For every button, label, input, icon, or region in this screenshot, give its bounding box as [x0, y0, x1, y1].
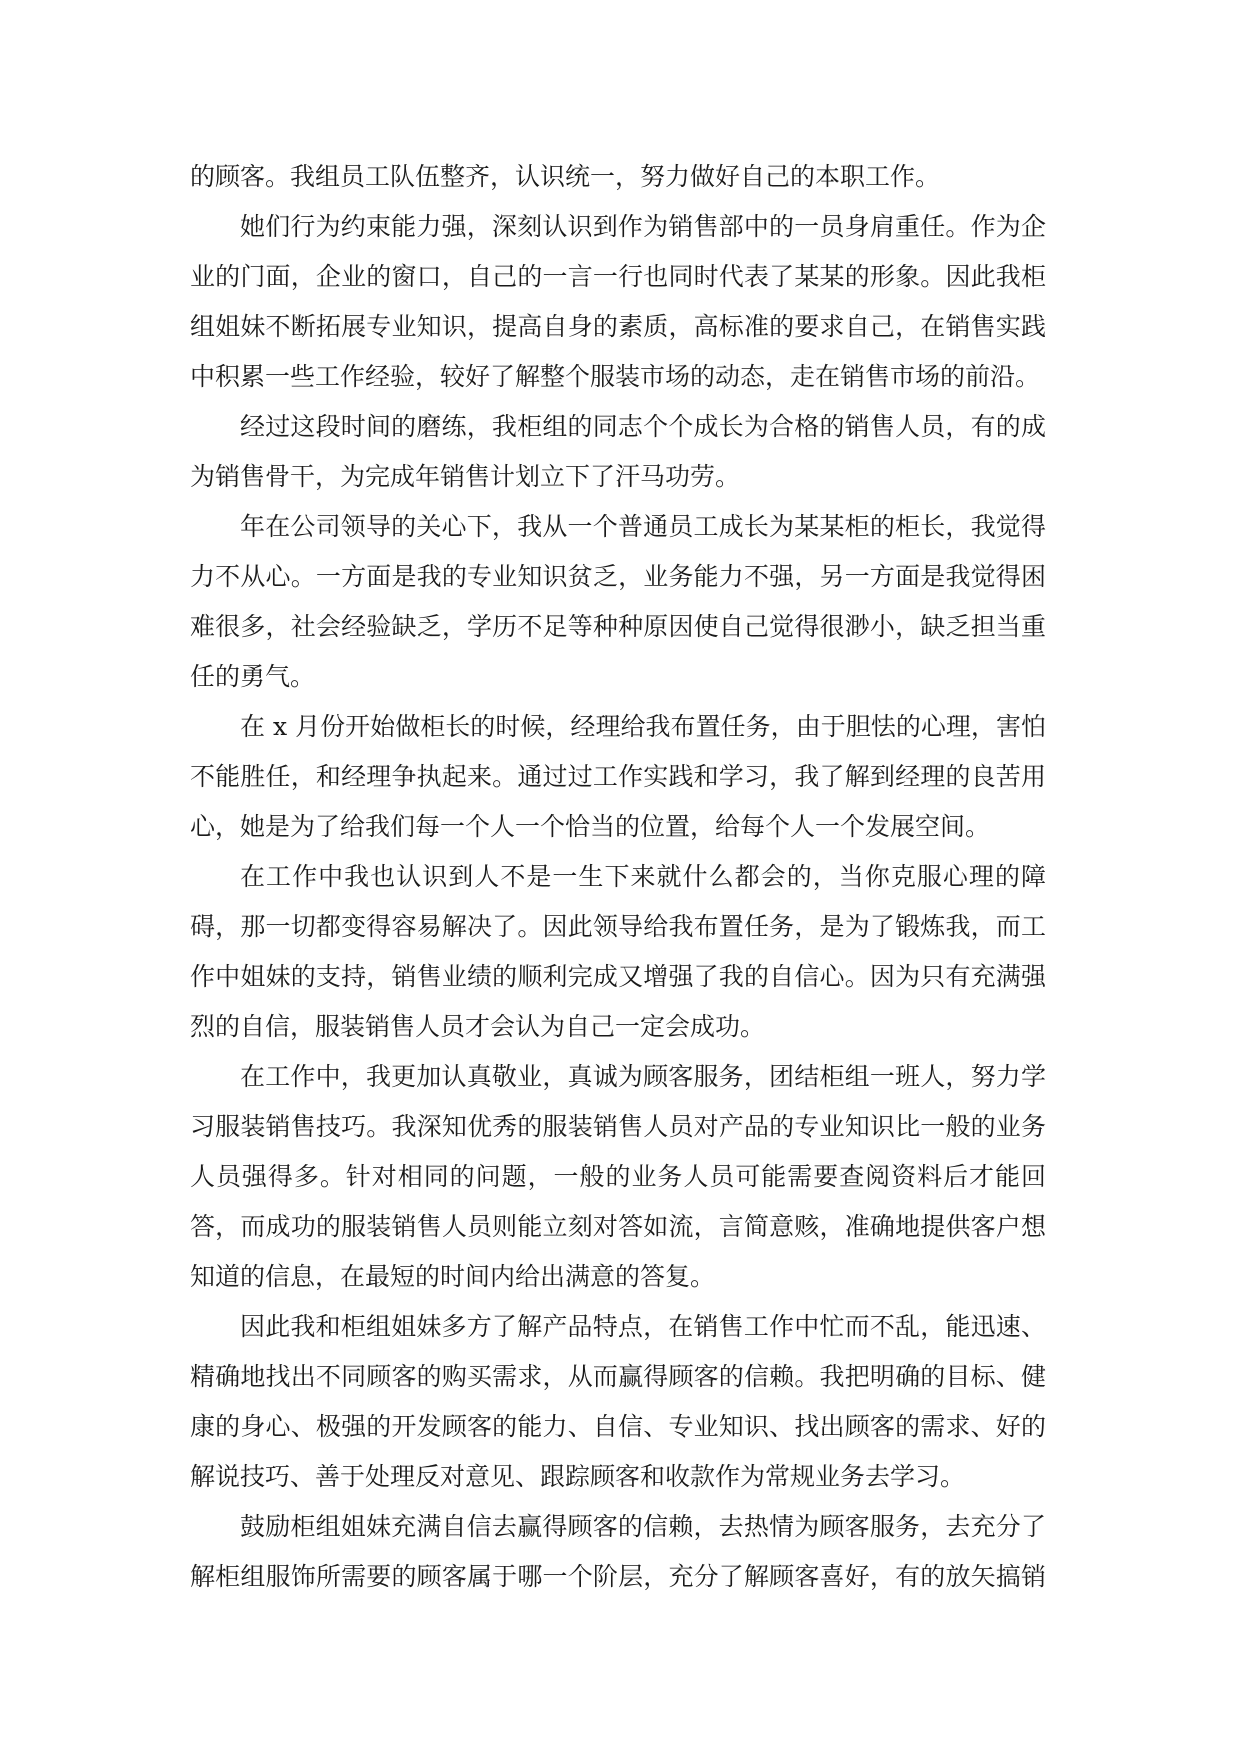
text-line: 作中姐妹的支持，销售业绩的顺利完成又增强了我的自信心。因为只有充满强: [190, 962, 1046, 991]
text-line: 不能胜任，和经理争执起来。通过过工作实践和学习，我了解到经理的良苦用: [190, 762, 1046, 791]
text-line: 因此我和柜组姐妹多方了解产品特点，在销售工作中忙而不乱，能迅速、: [240, 1312, 1046, 1341]
text-line: 难很多，社会经验缺乏，学历不足等种种原因使自己觉得很渺小，缺乏担当重: [190, 612, 1046, 641]
text-line: 习服装销售技巧。我深知优秀的服装销售人员对产品的专业知识比一般的业务: [190, 1112, 1046, 1141]
text-line: 心，她是为了给我们每一个人一个恰当的位置，给每个人一个发展空间。: [190, 812, 991, 841]
text-line: 答，而成功的服装销售人员则能立刻对答如流，言简意赅，准确地提供客户想: [190, 1212, 1046, 1241]
text-line: 精确地找出不同顾客的购买需求，从而赢得顾客的信赖。我把明确的目标、健: [190, 1362, 1046, 1391]
text-line: 人员强得多。针对相同的问题，一般的业务人员可能需要查阅资料后才能回: [190, 1162, 1046, 1191]
text-line: 经过这段时间的磨练，我柜组的同志个个成长为合格的销售人员，有的成: [240, 412, 1046, 441]
text-line: 鼓励柜组姐妹充满自信去赢得顾客的信赖，去热情为顾客服务，去充分了: [240, 1512, 1046, 1541]
text-line: 烈的自信，服装销售人员才会认为自己一定会成功。: [190, 1012, 766, 1041]
text-line: 在 x 月份开始做柜长的时候，经理给我布置任务，由于胆怯的心理，害怕: [240, 712, 1046, 741]
text-line: 组姐妹不断拓展专业知识，提高自身的素质，高标准的要求自己，在销售实践: [190, 312, 1046, 341]
text-line: 的顾客。我组员工队伍整齐，认识统一，努力做好自己的本职工作。: [190, 162, 941, 191]
text-line: 她们行为约束能力强，深刻认识到作为销售部中的一员身肩重任。作为企: [240, 212, 1046, 241]
text-line: 在工作中我也认识到人不是一生下来就什么都会的，当你克服心理的障: [240, 862, 1046, 891]
text-line: 在工作中，我更加认真敬业，真诚为顾客服务，团结柜组一班人，努力学: [240, 1062, 1046, 1091]
text-line: 力不从心。一方面是我的专业知识贫乏，业务能力不强，另一方面是我觉得困: [190, 562, 1046, 591]
text-line: 业的门面，企业的窗口，自己的一言一行也同时代表了某某的形象。因此我柜: [190, 262, 1046, 291]
text-line: 年在公司领导的关心下，我从一个普通员工成长为某某柜的柜长，我觉得: [240, 512, 1046, 541]
document-body: [190, 152, 1046, 1602]
text-line: 为销售骨干，为完成年销售计划立下了汗马功劳。: [190, 462, 741, 491]
text-line: 知道的信息，在最短的时间内给出满意的答复。: [190, 1262, 716, 1291]
text-line: 碍，那一切都变得容易解决了。因此领导给我布置任务，是为了锻炼我，而工: [190, 912, 1046, 941]
text-line: 康的身心、极强的开发顾客的能力、自信、专业知识、找出顾客的需求、好的: [190, 1412, 1046, 1441]
text-line: 任的勇气。: [190, 662, 316, 691]
text-line: 解说技巧、善于处理反对意见、跟踪顾客和收款作为常规业务去学习。: [190, 1462, 966, 1491]
text-line: 中积累一些工作经验，较好了解整个服装市场的动态，走在销售市场的前沿。: [190, 362, 1041, 391]
text-line: 解柜组服饰所需要的顾客属于哪一个阶层，充分了解顾客喜好，有的放矢搞销: [190, 1562, 1046, 1591]
